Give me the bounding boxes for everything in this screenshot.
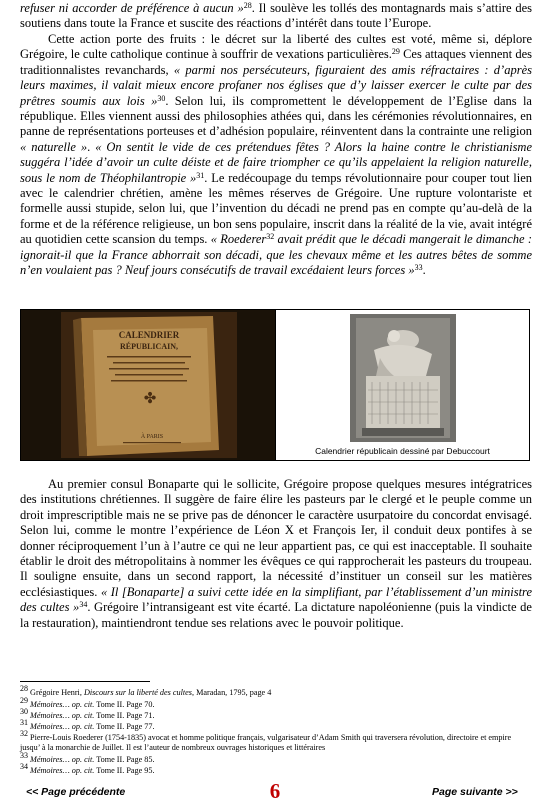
text: Mémoires… op. cit. bbox=[30, 755, 95, 764]
text: Mémoires… op. cit. bbox=[30, 766, 95, 775]
quote-fragment: refuser ni accorder de préférence à aucun » bbox=[20, 1, 244, 15]
footnote-ref[interactable]: 34 bbox=[79, 600, 88, 610]
footnote-number: 30 bbox=[20, 707, 28, 716]
footnote-number: 29 bbox=[20, 696, 28, 705]
footnote-34 bbox=[20, 762, 532, 776]
paragraph-1 bbox=[20, 1, 532, 32]
text: Tome II. Page 71. bbox=[94, 711, 155, 720]
quote: « Il [Bonaparte] a suivi cette idée en la simplifiant, par l’établissement d’un ministre des cultes » bbox=[20, 584, 532, 615]
text: . Le redécoupage du temps révolutionnaire pour couper tout lien avec le calendrier chrétien, amène les mêmes réserves de Grégoire. Une rupture volontariste et formelle aussi stupide, selon lui, que l’invention du décadi ne prend pas en compte qu’au-delà de la forme et de la référence religieuse, un bon sens populaire, inscrit dans la réalité de la vie, avait intégré au quotidien cette scansion du temps. bbox=[20, 170, 533, 247]
next-page-link[interactable]: Page suivante >> bbox=[432, 786, 518, 798]
engraving-cell bbox=[276, 310, 529, 460]
calendar-book-photo bbox=[21, 310, 275, 460]
footnote-ref[interactable]: 33 bbox=[414, 263, 423, 273]
image-caption: Calendrier républicain dessiné par Debuccourt bbox=[315, 446, 490, 456]
footnote-separator bbox=[20, 681, 150, 682]
text: Au premier consul Bonaparte qui le sollicite, Grégoire propose quelques mesures intégratrices des institutions chrétiennes. Il suggère de faire élire les pasteurs par le clergé et le peuple comme un droit imprescriptible mais ne se prive pas de dénoncer le caractère usurpatoire du concordat envisagé. Selon lui, comme le montre l’expérience de Léon X et François Ier, il conduit deux pontifes à se donner réciproquement l’un à l’autre ce qui ne leur appartient pas, ce qui est inacceptable. Il souhaite établir le droit des métropolitains à nommer les évêques ce qui rapprocherait les pasteurs du troupeau. Il souligne ensuite, dans un second rapport, la nécessité d’instituer un conseil sur les matières ecclésiastiques. bbox=[20, 477, 532, 599]
footnote-ref[interactable]: 32 bbox=[266, 232, 275, 242]
text: Tome II. Page 95. bbox=[94, 766, 155, 775]
image-table bbox=[20, 309, 530, 461]
footnote-ref[interactable]: 28 bbox=[243, 1, 252, 10]
text: , Maradan, 1795, page 4 bbox=[191, 688, 272, 697]
previous-page-link[interactable]: << Page précédente bbox=[26, 786, 126, 798]
footnote-ref[interactable]: 31 bbox=[196, 170, 205, 180]
text: Tome II. Page 85. bbox=[94, 755, 155, 764]
text: . bbox=[87, 139, 96, 154]
text: Mémoires… op. cit. bbox=[30, 711, 95, 720]
debucourt-engraving bbox=[276, 310, 529, 445]
text: Pierre-Louis Roederer (1754-1835) avocat et homme politique français, vulgarisateur d’Adam Smith qui traversera révolution, directoire et empire jusqu’ à la monarchie de Juillet. Il est l’auteur de nombreux ouvrages historiques et littéraires bbox=[20, 733, 512, 752]
text: . bbox=[422, 263, 426, 278]
text: Ces attaques viennent des traditionnalistes revanchards, bbox=[20, 47, 532, 77]
quote: avait prédit que le décadi mangerait le dimanche : ignorait-il que la France abhorrait son décadi, que les chevaux même et les autres bêtes de somme n’en voulaient pas ? Neuf jours consécutifs de travail excédaient leurs forces » bbox=[20, 232, 533, 278]
text: Mémoires… op. cit. bbox=[30, 722, 95, 731]
text: Tome II. Page 70. bbox=[94, 700, 155, 709]
footnote-32 bbox=[20, 729, 532, 753]
footnote-30 bbox=[20, 707, 532, 721]
text: . Selon lui, ils compromettent le développement de l’Eglise dans la république. Elles viennent aussi des philosophies athées qui, dans les cérémonies révolutionnaires, en panne de représentations porteuses et d’adhésion populaire, réinventent dans la contrainte une religion bbox=[20, 93, 532, 139]
text: s’attire des soutiens dans toute la France et suscite des réactions d’intérêt dans toute l’Europe. bbox=[20, 1, 532, 31]
book-imprint: À PARIS bbox=[140, 434, 164, 440]
text: Mémoires… op. cit. bbox=[30, 700, 95, 709]
text: Tome II. Page 77. bbox=[94, 722, 155, 731]
quote: « parmi nos persécuteurs, figuraient des amis réfractaires : d’après leurs maximes, il valait mieux encore profaner nos églises que d’y laisser exercer le culte par des prêtres soumis aux lois » bbox=[20, 62, 532, 108]
page-number: 6 bbox=[269, 779, 281, 803]
paragraph-2 bbox=[20, 32, 532, 279]
footnote-number: 34 bbox=[20, 762, 28, 771]
footnote-number: 28 bbox=[20, 684, 28, 693]
footnote-number: 33 bbox=[20, 751, 28, 760]
quote: « On sentit le vide de ces prétendues fêtes ? Alors la haine contre le christianisme suggéra l’idée d’avoir un culte déiste et de faire triompher ce qu’ils appelaient la religion naturelle, sous le nom de Théophilantropie » bbox=[20, 139, 533, 185]
paragraph-3 bbox=[20, 477, 532, 631]
footnote-number: 31 bbox=[20, 718, 28, 727]
text: Discours sur la liberté des cultes bbox=[83, 688, 192, 697]
footnote-33 bbox=[20, 751, 532, 765]
text: Grégoire Henri, bbox=[28, 688, 84, 697]
footnote-ref[interactable]: 29 bbox=[391, 47, 400, 57]
text: . Il soulève les tollés des montagnards mais bbox=[251, 1, 474, 15]
book-photo-cell bbox=[21, 310, 276, 460]
quote: « Roederer bbox=[210, 232, 267, 247]
footnote-number: 32 bbox=[20, 729, 28, 738]
text: . Grégoire l’intransigeant est vite écarté. La dictature napoléonienne (puis la vindicte de la restauration), maintiendront tendue ses relations avec le pouvoir politique. bbox=[20, 600, 532, 630]
book-title-line-2: RÉPUBLICAIN, bbox=[119, 342, 179, 351]
footnote-29 bbox=[20, 696, 532, 710]
footnote-ref[interactable]: 30 bbox=[157, 93, 166, 103]
text: Cette action porte des fruits : le décret sur la liberté des cultes est voté, même si, déplore Grégoire, le culte catholique continue à souffrir de vexations particulières. bbox=[20, 32, 532, 62]
quote: « naturelle » bbox=[20, 139, 88, 154]
emblem-icon: ✤ bbox=[143, 391, 157, 407]
footnote-31 bbox=[20, 718, 532, 732]
book-title-line-1: CALENDRIER bbox=[118, 330, 180, 340]
footnote-28 bbox=[20, 684, 532, 698]
